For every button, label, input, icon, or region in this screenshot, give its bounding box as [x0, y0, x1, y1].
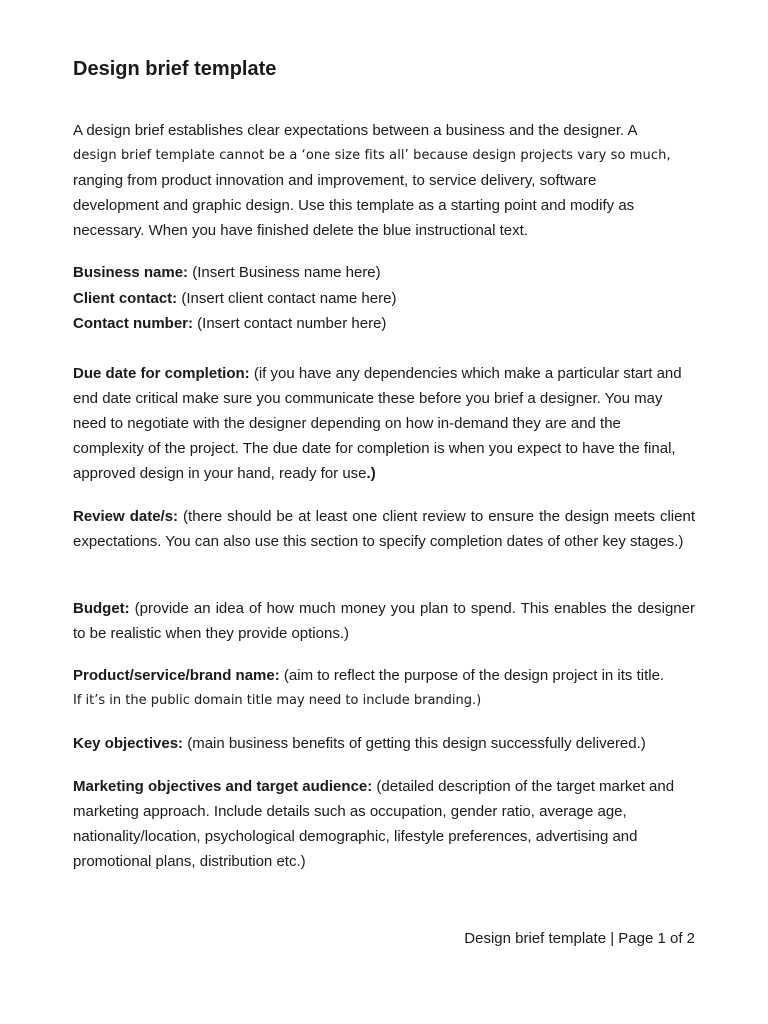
due-date-section	[73, 361, 695, 486]
budget-label: Budget:	[73, 600, 130, 617]
due-date-text: (if you have any dependencies which make a particular start and end date critical make sure you communicate these before you brief a designer. You may need to negotiate with the designer depending on how in-demand they are and the complexity of the project. The due date for completion is when you expect to have the final, approved design in your hand, ready for use	[73, 365, 682, 482]
product-name-label: Product/service/brand name:	[73, 667, 280, 684]
key-objectives-text: (main business benefits of getting this design successfully delivered.)	[183, 735, 646, 752]
review-date-section	[73, 504, 695, 554]
client-contact-label: Client contact:	[73, 289, 178, 307]
marketing-label: Marketing objectives and target audience:	[73, 778, 373, 795]
marketing-section	[73, 774, 695, 874]
product-name-text: (aim to reflect the purpose of the design project in its title.	[279, 667, 665, 684]
client-contact-row	[73, 286, 695, 312]
budget-text: (provide an idea of how much money you plan to spend. This enables the designer to be realistic when they provide options.)	[73, 600, 695, 642]
marketing-text: (detailed description of the target market and marketing approach. Include details such as occupation, gender ratio, average age, nationality/location, psychological demographic, lifestyle preferences, advertising and promotional plans, distribution etc.)	[73, 778, 675, 870]
intro-line-4: development and graphic design. Use this template as a starting point and modify as	[73, 197, 635, 214]
business-name-row	[73, 260, 695, 286]
contact-details	[73, 260, 695, 337]
review-date-text: (there should be at least one client review to ensure the design meets client expectations. You can also use this section to specify completion dates of other key stages.)	[73, 508, 695, 550]
product-name-section	[73, 663, 695, 713]
intro-line-3: ranging from product innovation and improvement, to service delivery, software	[73, 172, 597, 189]
business-name-label: Business name:	[73, 264, 189, 281]
page-title: Design brief template	[73, 58, 277, 80]
review-date-label: Review date/s:	[73, 508, 179, 525]
intro-paragraph	[73, 118, 695, 243]
intro-line-1: A design brief establishes clear expectations between a business and the designer. A	[73, 122, 638, 139]
contact-number-row	[73, 311, 695, 337]
contact-number-value: (Insert contact number here)	[193, 315, 387, 332]
budget-section	[73, 596, 695, 646]
key-objectives-label: Key objectives:	[73, 735, 184, 752]
contact-number-label: Contact number:	[73, 315, 193, 332]
intro-line-5: necessary. When you have finished delete the blue instructional text.	[73, 222, 528, 239]
page-footer: Design brief template | Page 1 of 2	[464, 930, 695, 947]
product-name-line-2: If it’s in the public domain title may need to include branding.)	[73, 693, 482, 708]
due-date-end: .)	[366, 465, 376, 482]
client-contact-value: (Insert client contact name here)	[177, 289, 397, 307]
key-objectives-section	[73, 731, 695, 756]
business-name-value: (Insert Business name here)	[188, 264, 381, 281]
due-date-label: Due date for completion:	[73, 365, 250, 382]
intro-line-2: design brief template cannot be a ‘one size fits all’ because design projects vary so much,	[73, 148, 671, 163]
